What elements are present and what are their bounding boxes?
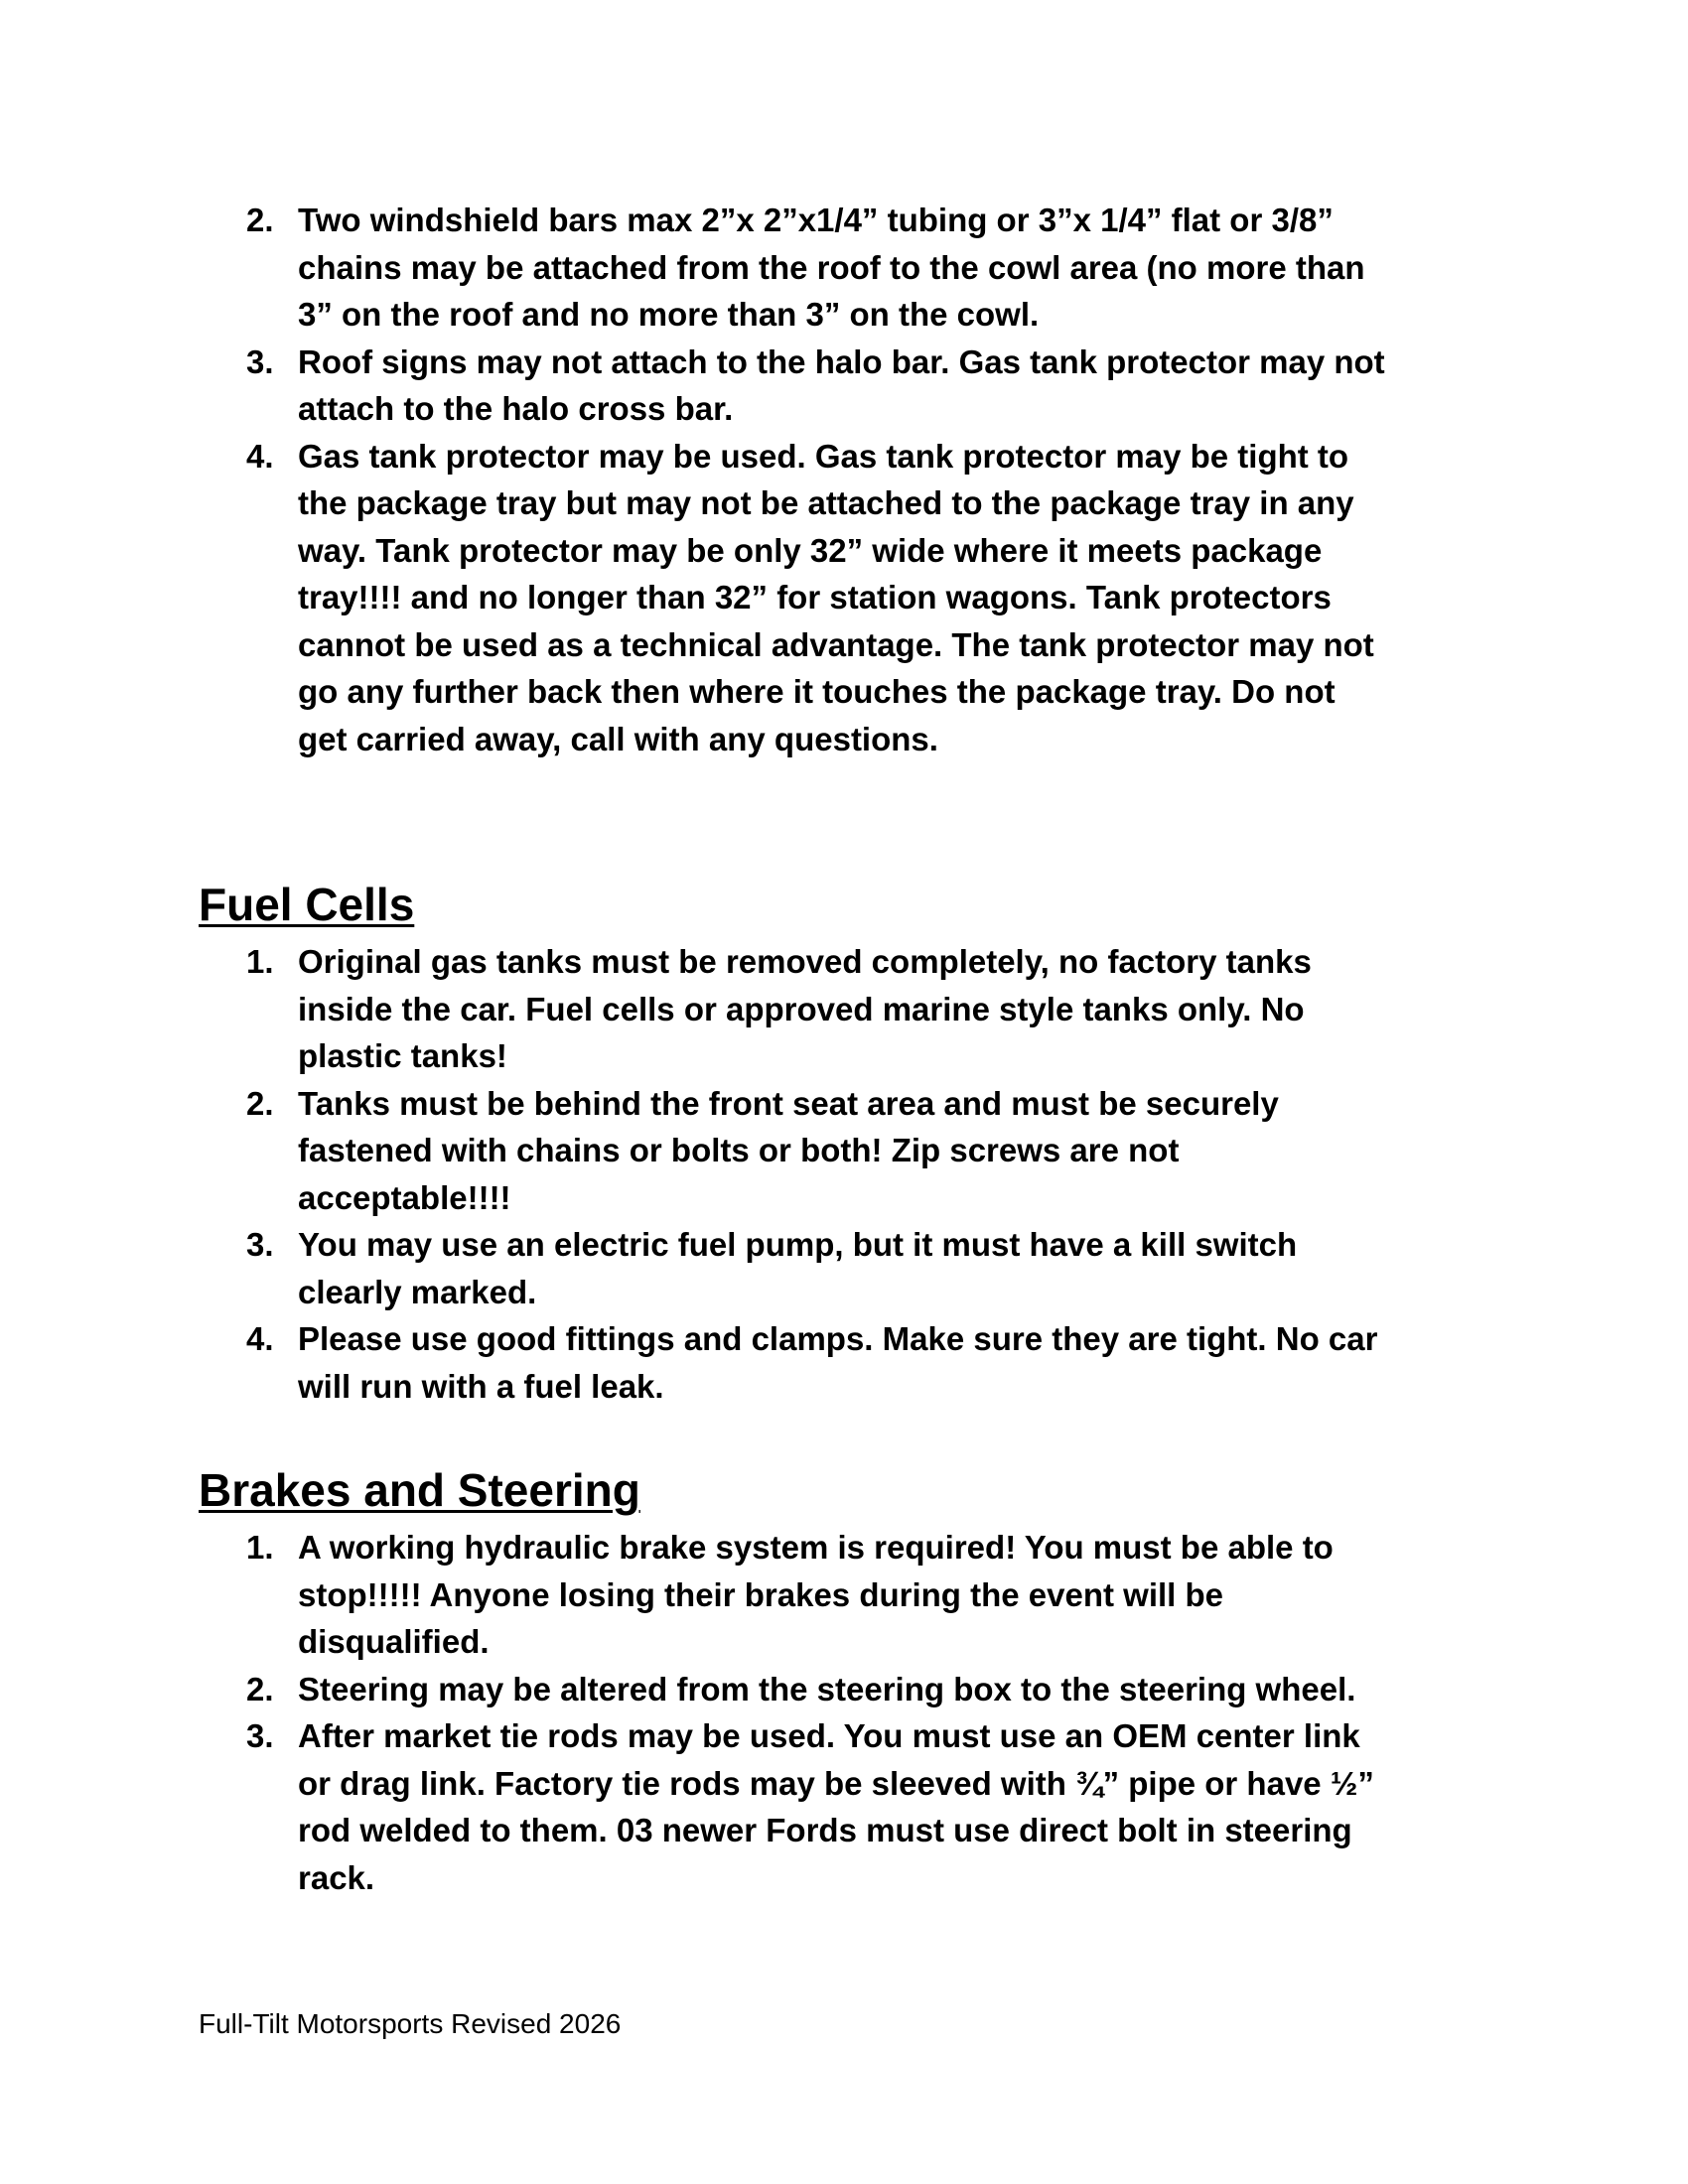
list-item-line: 3” on the roof and no more than 3” on the cowl. — [298, 296, 1040, 333]
list-item-line: clearly marked. — [298, 1273, 537, 1310]
list-item — [246, 1666, 1507, 1713]
list-item-line: inside the car. Fuel cells or approved marine style tanks only. No — [298, 990, 1305, 1027]
list-item-number: 2. — [246, 202, 274, 238]
list-item-number: 1. — [246, 943, 274, 980]
list-item-number: 3. — [246, 1717, 274, 1754]
heading-brakes-and-steering: Brakes and Steering — [199, 1464, 640, 1516]
list-item-number: 1. — [246, 1529, 274, 1566]
list-item-line: After market tie rods may be used. You must use an OEM center link — [298, 1717, 1360, 1754]
list-item-number: 2. — [246, 1084, 274, 1122]
list-item-line: way. Tank protector may be only 32” wide where it meets package — [298, 531, 1323, 569]
list-item-text — [298, 1666, 1507, 1713]
list-item-line: Two windshield bars max 2”x 2”x1/4” tubing or 3”x 1/4” flat or 3/8” — [298, 202, 1334, 238]
list-item — [246, 1080, 1507, 1222]
footer-text: Full-Tilt Motorsports Revised 2026 — [199, 2008, 622, 2039]
list-item-text — [298, 1080, 1507, 1222]
list-item-text — [298, 339, 1507, 433]
list-item-line: rack. — [298, 1858, 375, 1896]
list-item-line: disqualified. — [298, 1623, 490, 1660]
list-fuel-cells — [246, 938, 1507, 1410]
list-item — [246, 1524, 1507, 1666]
list-item-line: get carried away, call with any questions. — [298, 720, 938, 757]
list-item-text — [298, 433, 1507, 763]
list-item-number: 2. — [246, 1670, 274, 1707]
list-item-text — [298, 1524, 1507, 1666]
list-item-number: 4. — [246, 1320, 274, 1357]
list-item — [246, 197, 1507, 339]
list-item-line: tray!!!! and no longer than 32” for station wagons. Tank protectors — [298, 579, 1332, 615]
list-item-line: acceptable!!!! — [298, 1178, 511, 1216]
list-item — [246, 1315, 1507, 1410]
list-item-text — [298, 1221, 1507, 1315]
list-item-line: Roof signs may not attach to the halo bar. Gas tank protector may not — [298, 342, 1385, 380]
list-item-line: chains may be attached from the roof to the cowl area (no more than — [298, 248, 1365, 286]
list-item-line: the package tray but may not be attached to the package tray in any — [298, 484, 1354, 521]
list-item-line: rod welded to them. 03 newer Fords must use direct bolt in steering — [298, 1812, 1352, 1848]
list-item-line: or drag link. Factory tie rods may be sleeved with ¾” pipe or have ½” — [298, 1764, 1374, 1802]
list-item-text — [298, 1315, 1507, 1410]
list-section-continued — [246, 197, 1507, 762]
list-item — [246, 938, 1507, 1080]
list-item-line: Gas tank protector may be used. Gas tank protector may be tight to — [298, 437, 1349, 475]
list-item-number: 3. — [246, 342, 274, 380]
list-item-line: will run with a fuel leak. — [298, 1367, 664, 1405]
list-item-line: stop!!!!! Anyone losing their brakes during the event will be — [298, 1575, 1224, 1613]
list-item-line: Original gas tanks must be removed completely, no factory tanks — [298, 943, 1312, 980]
list-item-line: You may use an electric fuel pump, but it must have a kill switch — [298, 1226, 1298, 1263]
heading-fuel-cells: Fuel Cells — [199, 879, 415, 930]
list-item-line: cannot be used as a technical advantage. The tank protector may not — [298, 625, 1374, 663]
list-brakes-and-steering — [246, 1524, 1507, 1901]
list-item-line: Please use good fittings and clamps. Make sure they are tight. No car — [298, 1320, 1378, 1357]
list-item-line: Steering may be altered from the steering box to the steering wheel. — [298, 1670, 1356, 1707]
list-item — [246, 1221, 1507, 1315]
list-item-line: attach to the halo cross bar. — [298, 390, 734, 427]
list-item-line: A working hydraulic brake system is required! You must be able to — [298, 1529, 1334, 1566]
list-item — [246, 1712, 1507, 1901]
list-item — [246, 339, 1507, 433]
list-item-line: go any further back then where it touches the package tray. Do not — [298, 673, 1336, 710]
list-item-text — [298, 938, 1507, 1080]
list-item-number: 3. — [246, 1226, 274, 1263]
list-item-line: fastened with chains or bolts or both! Zip screws are not — [298, 1132, 1180, 1168]
list-item — [246, 433, 1507, 763]
list-item-line: Tanks must be behind the front seat area and must be securely — [298, 1084, 1279, 1122]
list-item-line: plastic tanks! — [298, 1037, 507, 1074]
list-item-number: 4. — [246, 437, 274, 475]
list-item-text — [298, 197, 1507, 339]
list-item-text — [298, 1712, 1507, 1901]
